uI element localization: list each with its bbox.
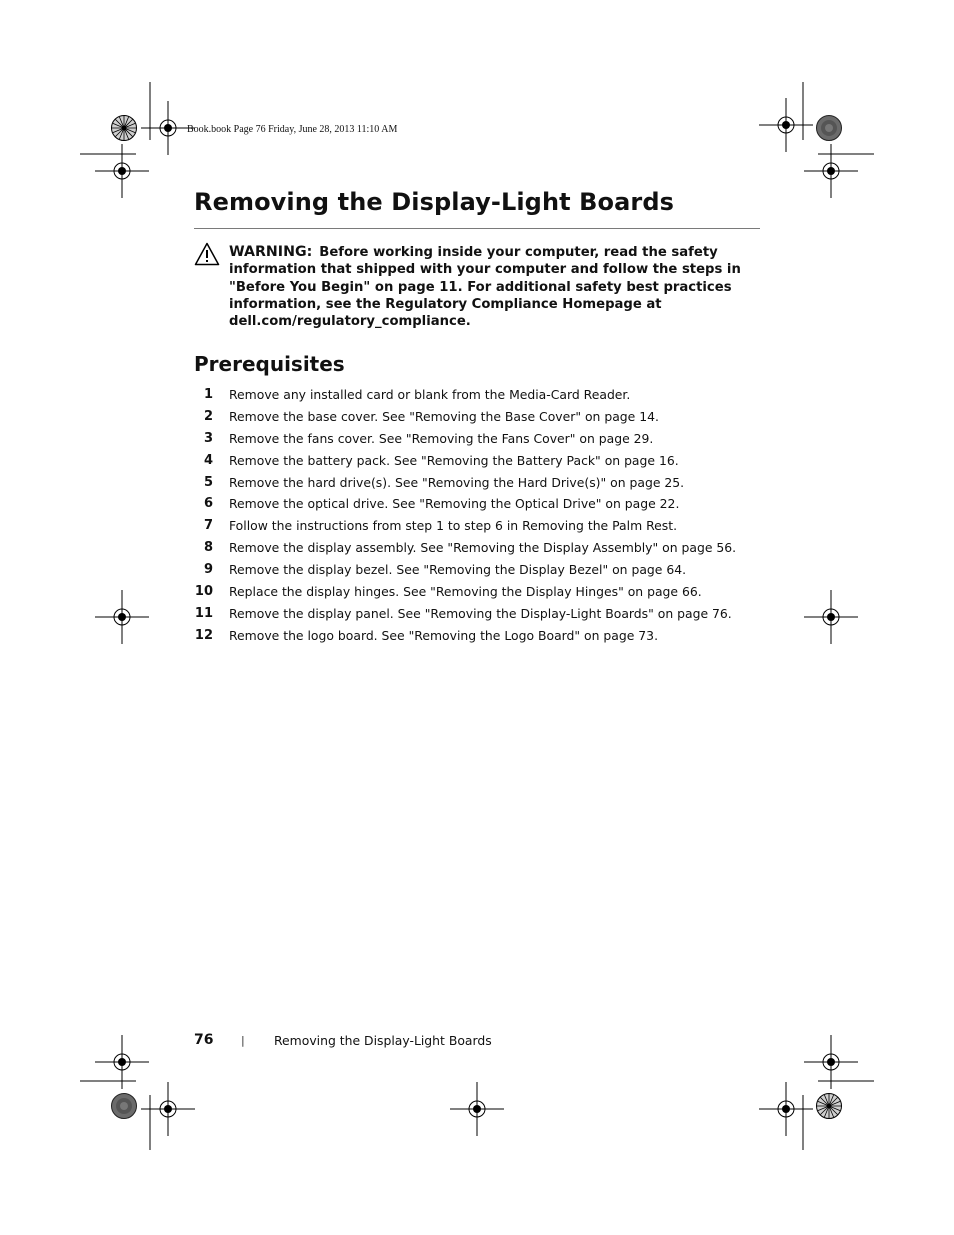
step-text: Remove the display bezel. See "Removing the Display Bezel" on page 64.	[229, 562, 687, 578]
step-number: 5	[203, 474, 213, 490]
step-text: Remove the logo board. See "Removing the Logo Board" on page 73.	[229, 627, 659, 643]
page-title: Removing the Display-Light Boards	[194, 188, 675, 216]
step-item	[0, 428, 954, 450]
step-number: 7	[203, 518, 213, 534]
step-item	[0, 406, 954, 428]
dot-target-icon	[817, 116, 842, 141]
step-text: Follow the instructions from step 1 to step 6 in Removing the Palm Rest.	[229, 518, 678, 534]
step-text: Replace the display hinges. See "Removing the Display Hinges" on page 66.	[229, 584, 702, 600]
step-text: Remove the base cover. See "Removing the Base Cover" on page 14.	[229, 408, 659, 424]
warning-triangle-icon	[194, 242, 220, 266]
step-text: Remove the battery pack. See "Removing the Battery Pack" on page 16.	[229, 452, 679, 468]
footer-page-number: 76	[194, 1032, 214, 1048]
step-number: 3	[203, 430, 213, 446]
step-number: 2	[203, 408, 213, 424]
footer-running-title: Removing the Display-Light Boards	[274, 1033, 492, 1048]
step-number: 12	[194, 627, 213, 643]
step-number: 4	[203, 452, 213, 468]
step-item	[0, 472, 954, 494]
warning-text: Before working inside your computer, read the safety information that shipped with your computer and follow the steps in "Before You Begin" on page 11. For additional safety best practices information, see the Regulatory Compliance Homepage at dell.com/regulatory_compliance.	[229, 245, 741, 330]
step-item	[0, 581, 954, 603]
step-number: 8	[203, 540, 213, 556]
step-item	[0, 603, 954, 625]
step-number: 6	[203, 496, 213, 512]
prerequisite-steps	[0, 384, 954, 647]
step-item	[0, 559, 954, 581]
step-text: Remove the fans cover. See "Removing the Fans Cover" on page 29.	[229, 430, 654, 446]
step-item	[0, 450, 954, 472]
step-text: Remove any installed card or blank from the Media-Card Reader.	[229, 387, 631, 402]
step-item	[0, 384, 954, 406]
section-heading: Prerequisites	[194, 352, 345, 376]
title-divider	[194, 228, 760, 229]
step-item	[0, 537, 954, 559]
warning-label: WARNING:	[229, 244, 313, 260]
star-target-icon	[112, 116, 137, 141]
step-item	[0, 493, 954, 515]
step-text: Remove the optical drive. See "Removing the Optical Drive" on page 22.	[229, 496, 680, 512]
warning-notice	[229, 244, 764, 330]
footer-separator: |	[241, 1034, 245, 1047]
step-text: Remove the hard drive(s). See "Removing the Hard Drive(s)" on page 25.	[229, 474, 685, 490]
step-item	[0, 625, 954, 647]
step-text: Remove the display assembly. See "Removing the Display Assembly" on page 56.	[229, 540, 737, 556]
step-item	[0, 515, 954, 537]
step-text: Remove the display panel. See "Removing the Display-Light Boards" on page 76.	[229, 605, 732, 621]
step-number: 1	[203, 387, 213, 402]
step-number: 11	[194, 605, 213, 621]
step-number: 10	[194, 584, 213, 600]
print-slug: Book.book Page 76 Friday, June 28, 2013 11:10 AM	[187, 124, 398, 135]
step-number: 9	[203, 562, 213, 578]
